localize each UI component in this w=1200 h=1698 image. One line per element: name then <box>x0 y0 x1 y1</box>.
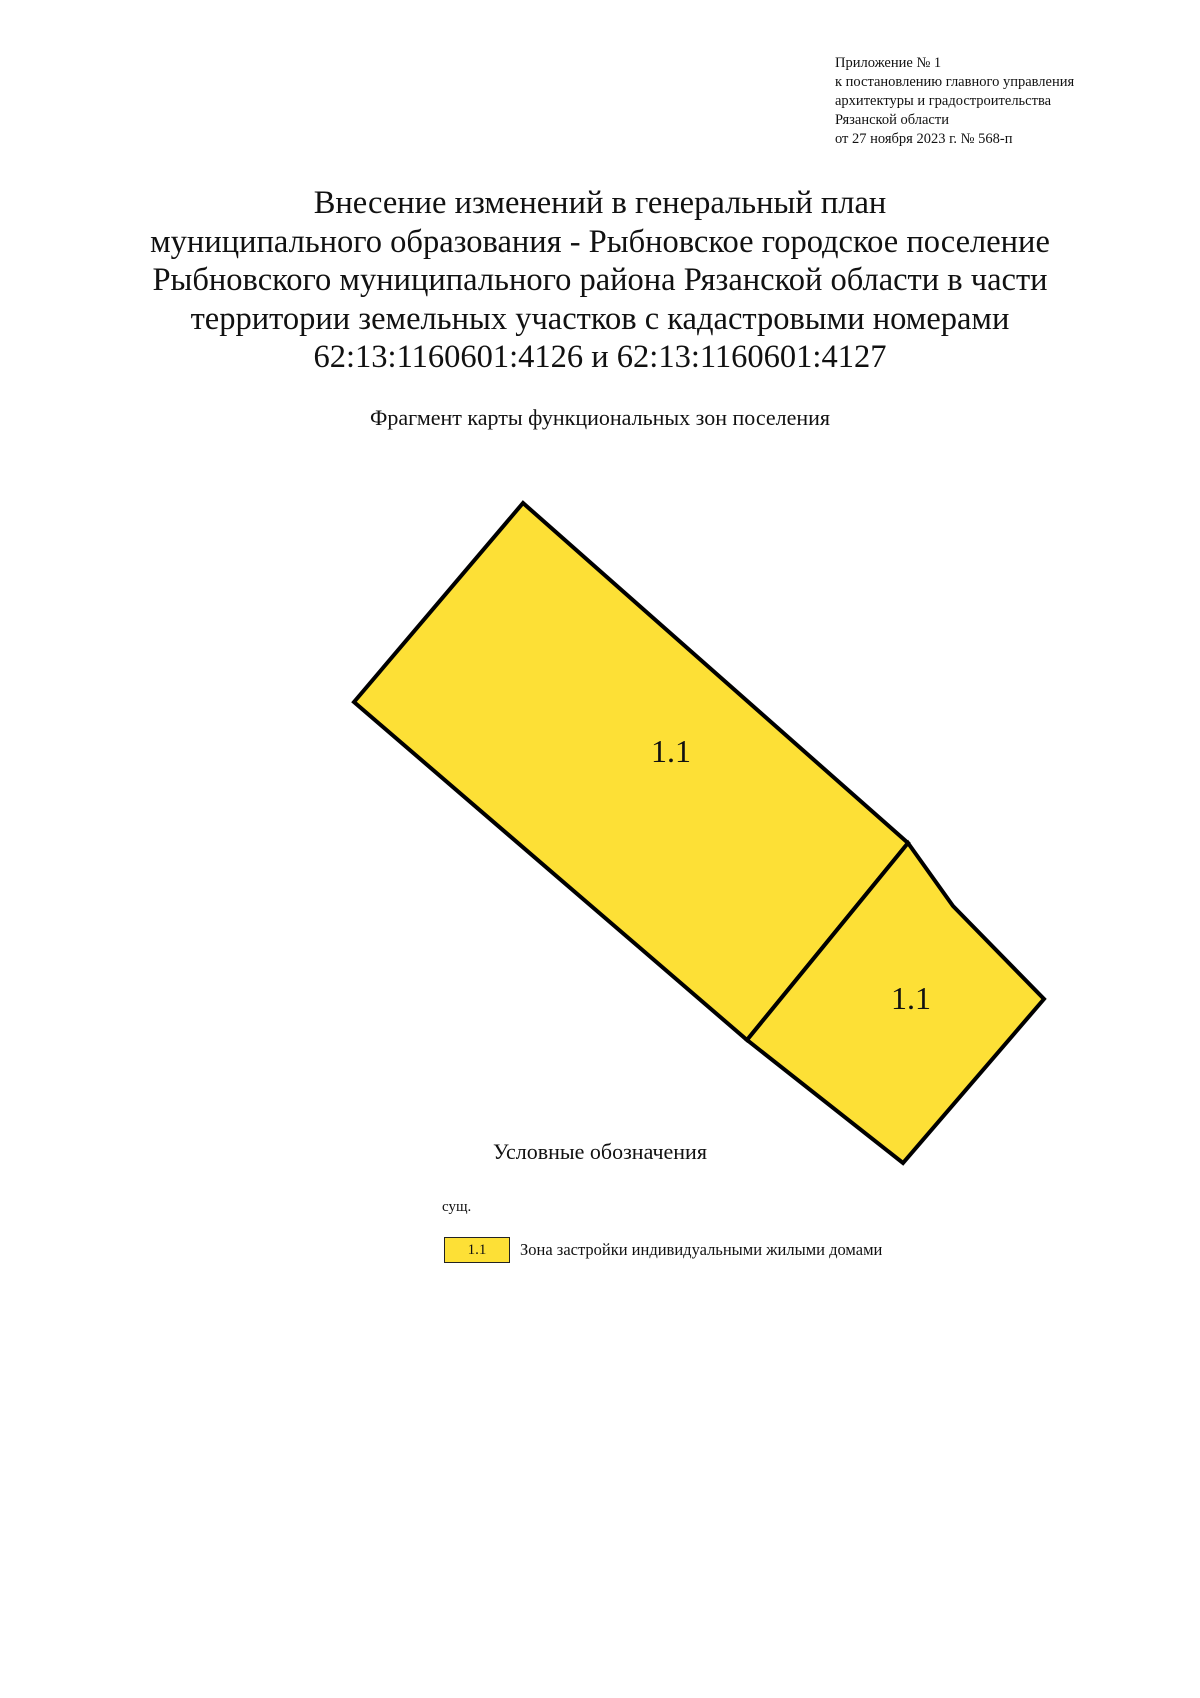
title-line: Рыбновского муниципального района Рязанской области в части <box>152 262 1048 298</box>
appendix-line: от 27 ноября 2023 г. № 568-п <box>835 131 1013 147</box>
legend-text: Зона застройки индивидуальными жилыми домами <box>520 1240 883 1259</box>
legend-swatch <box>444 1237 510 1263</box>
legend-code: 1.1 <box>467 1241 487 1258</box>
appendix-line: Приложение № 1 <box>835 55 942 71</box>
legend-status-label: сущ. <box>442 1199 472 1215</box>
title-line: территории земельных участков с кадастровыми номерами <box>190 300 1010 337</box>
zone-label: 1.1 <box>651 733 691 769</box>
zone-label: 1.1 <box>891 980 931 1016</box>
title-line: Внесение изменений в генеральный план <box>313 185 887 221</box>
appendix-line: архитектуры и градостроительства <box>835 93 1052 109</box>
legend-title: Условные обозначения <box>493 1139 707 1164</box>
title-line: 62:13:1160601:4126 и 62:13:1160601:4127 <box>313 339 887 375</box>
map-subtitle: Фрагмент карты функциональных зон поселения <box>369 405 831 430</box>
appendix-line: к постановлению главного управления <box>835 74 1075 90</box>
title-line: муниципального образования - Рыбновское городское поселение <box>150 223 1050 260</box>
appendix-line: Рязанской области <box>835 112 949 128</box>
legend-item <box>444 1236 882 1264</box>
